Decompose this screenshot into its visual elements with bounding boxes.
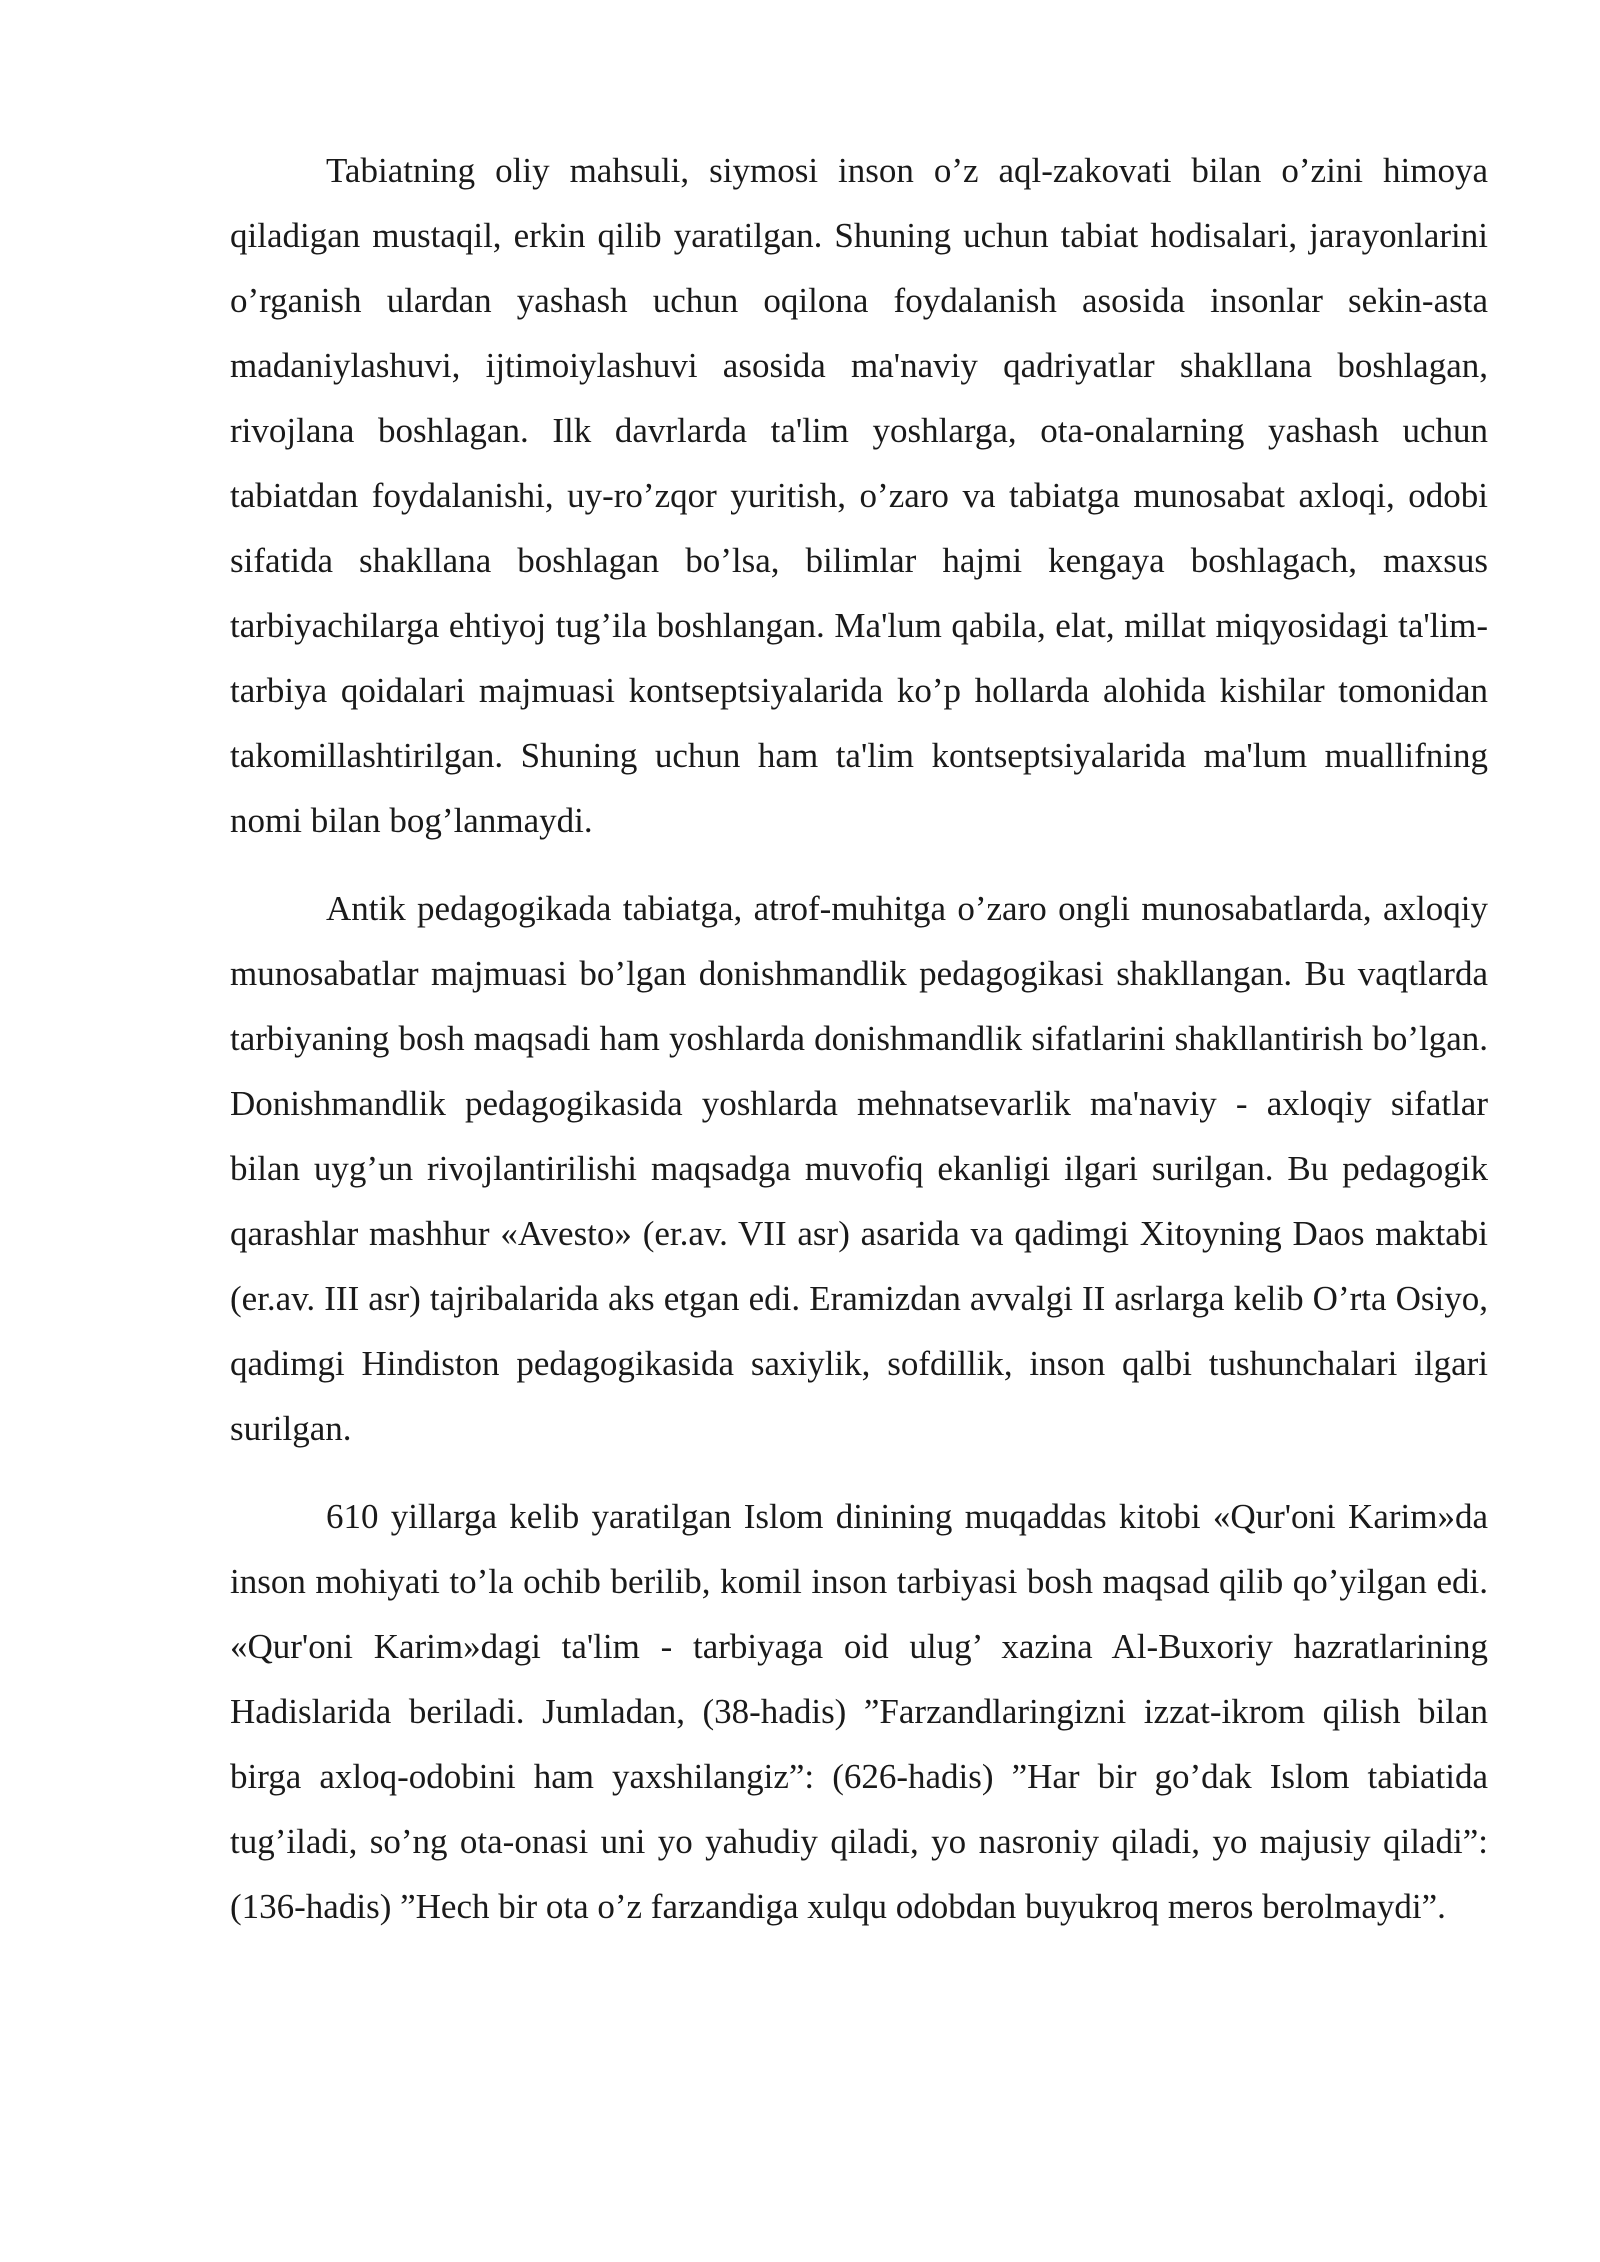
paragraph-2: Antik pedagogikada tabiatga, atrof-muhitga o’zaro ongli munosabatlarda, axloqiy munosabatlar majmuasi bo’lgan donishmandlik pedagogikasi shakllangan. Bu vaqtlarda tarbiyaning bosh maqsadi ham yoshlarda donishmandlik sifatlarini shakllantirish bo’lgan. Donishmandlik pedagogikasida yoshlarda mehnatsevarlik ma'naviy - axloqiy sifatlar bilan uyg’un rivojlantirilishi maqsadga muvofiq ekanligi ilgari surilgan. Bu pedagogik qarashlar mashhur «Avesto» (er.av. VII asr) asarida va qadimgi Xitoyning Daos maktabi (er.av. III asr) tajribalarida aks etgan edi. Eramizdan avvalgi II asrlarga kelib O’rta Osiyo, qadimgi Hindiston pedagogikasida saxiylik, sofdillik, inson qalbi tushunchalari ilgari surilgan. [230, 889, 1488, 1448]
paragraph-3: 610 yillarga kelib yaratilgan Islom dinining muqaddas kitobi «Qur'oni Karim»da inson mohiyati to’la ochib berilib, komil inson tarbiyasi bosh maqsad qilib qo’yilgan edi. «Qur'oni Karim»dagi ta'lim - tarbiyaga oid ulug’ xazina Al-Buxoriy hazratlarining Hadislarida beriladi. Jumladan, (38-hadis) ”Farzandlaringizni izzat-ikrom qilish bilan birga axloq-odobini ham yaxshilangiz”: (626-hadis) ”Har bir go’dak Islom tabiatida tug’iladi, so’ng ota-onasi uni yo yahudiy qiladi, yo nasroniy qiladi, yo majusiy qiladi”: (136-hadis) ”Hech bir ota o’z farzandiga xulqu odobdan buyukroq meros berolmaydi”. [230, 1497, 1488, 1926]
paragraph-1: Tabiatning oliy mahsuli, siymosi inson o’z aql-zakovati bilan o’zini himoya qiladigan mustaqil, erkin qilib yaratilgan. Shuning uchun tabiat hodisalari, jarayonlarini o’rganish ulardan yashash uchun oqilona foydalanish asosida insonlar sekin-asta madaniylashuvi, ijtimoiylashuvi asosida ma'naviy qadriyatlar shakllana boshlagan, rivojlana boshlagan. Ilk davrlarda ta'lim yoshlarga, ota-onalarning yashash uchun tabiatdan foydalanishi, uy-ro’zqor yuritish, o’zaro va tabiatga munosabat axloqi, odobi sifatida shakllana boshlagan bo’lsa, bilimlar hajmi kengaya boshlagach, maxsus tarbiyachilarga ehtiyoj tug’ila boshlangan. Ma'lum qabila, elat, millat miqyosidagi ta'lim-tarbiya qoidalari majmuasi kontseptsiyalarida ko’p hollarda alohida kishilar tomonidan takomillashtirilgan. Shuning uchun ham ta'lim kontseptsiyalarida ma'lum muallifning nomi bilan bog’lanmaydi. [230, 151, 1488, 840]
document-body [230, 138, 1488, 1962]
